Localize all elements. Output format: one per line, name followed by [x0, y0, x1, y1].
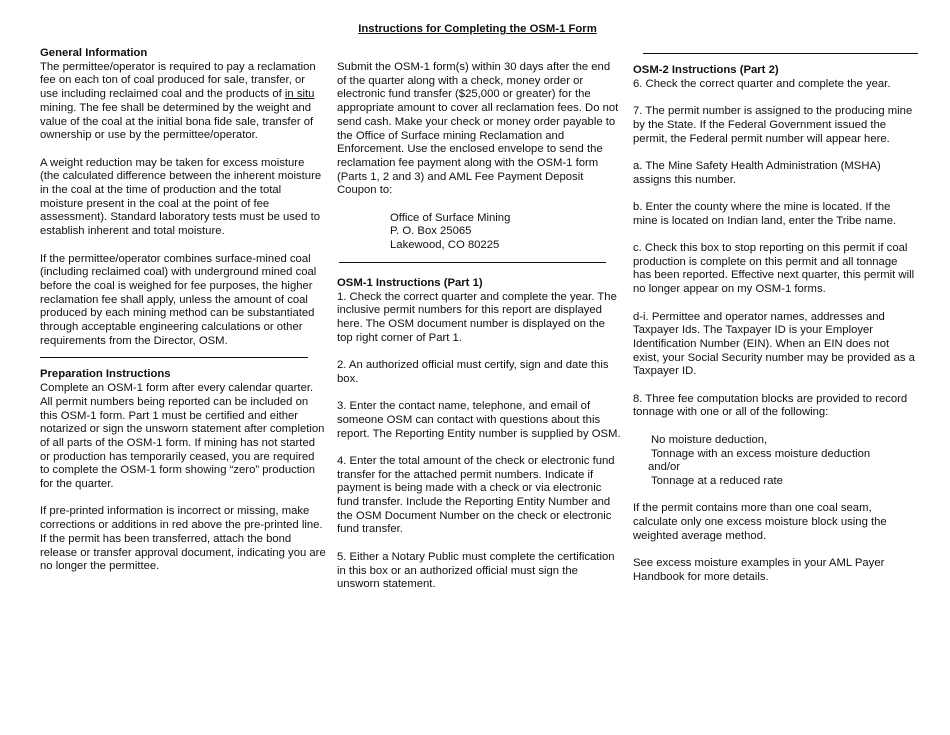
part2-item-a: a. The Mine Safety Health Administration (MSHA) assigns this number.	[633, 159, 881, 186]
list-item: and/or	[648, 461, 681, 474]
preparation-paragraph-2: If pre-printed information is incorrect or missing, make corrections or additions in red above the pre-printed line. If the permit has been transferred, attach the bond release or transfer approval document, indicating you are no longer the permittee.	[40, 505, 326, 573]
general-paragraph-3: If the permittee/operator combines surface-mined coal (including reclaimed coal) with underground mined coal before the coal is weighed for fee purposes, the higher reclamation fee shall apply, unless the amount of coal produced by each mining method can be substantiated through acceptable engineering calculations or other requirements from the Director, OSM.	[40, 252, 317, 347]
preparation-instructions-heading: Preparation Instructions	[40, 368, 171, 381]
part2-heading: OSM-2 Instructions (Part 2)	[633, 64, 779, 76]
part2-item-d-i: d-i. Permittee and operator names, addresses and Taxpayer Ids. The Taxpayer ID is your Employer Identification Number (EIN). When an EIN does not exist, your Social Security number may be provided as a Taxpayer ID.	[633, 310, 915, 378]
part2-item-6: 6. Check the correct quarter and complete the year.	[633, 77, 891, 90]
part2-item-8: 8. Three fee computation blocks are provided to record tonnage with one or all of the following:	[633, 392, 908, 419]
section-divider	[339, 262, 606, 263]
part2-item-c: c. Check this box to stop reporting on this permit if coal production is complete on this permit and all tonnage has been reported. Effective next quarter, this permit will no longer appear on my OSM-1 forms.	[633, 242, 915, 296]
preparation-paragraph-1: Complete an OSM-1 form after every calendar quarter. All permit numbers being reported can be included on this OSM-1 form. Part 1 must be certified and either notarized or sign the unsworn statement after completion of all parts of the OSM-1 form. If mining has not started or production has temporarily ceased, you are required to complete the OSM-1 form showing “zero” production for the quarter.	[40, 382, 325, 491]
list-item: No moisture deduction,	[651, 433, 768, 446]
list-item: Tonnage at a reduced rate	[651, 474, 783, 487]
coal-seam-paragraph: If the permit contains more than one coal seam, calculate only one excess moisture block using the weighted average method.	[633, 502, 887, 542]
general-paragraph-2: A weight reduction may be taken for excess moisture (the calculated difference between the inherent moisture in the coal at the time of production and the total moisture present in the coal at the point of fee assessment). Standard laboratory tests must be used to establish inherent and total moisture.	[40, 156, 322, 238]
address-line-2: P. O. Box 25065	[390, 225, 472, 238]
general-p1-text-b: mining. The fee shall be determined by the weight and value of the coal at the initial bona fide sale, transfer of ownership or use by the permittee/operator.	[40, 101, 314, 142]
general-paragraph-1	[40, 61, 326, 143]
part1-item-1: 1. Check the correct quarter and complete the year. The inclusive permit numbers for this report are displayed here. The OSM document number is displayed on the top right corner of Part 1.	[337, 290, 617, 344]
column-left	[40, 47, 326, 574]
part1-item-2: 2. An authorized official must certify, sign and date this box.	[337, 359, 609, 385]
part1-item-5: 5. Either a Notary Public must complete the certification in this box or an authorized official must sign the unsworn statement.	[337, 550, 615, 591]
column-right	[633, 47, 915, 585]
part1-item-3: 3. Enter the contact name, telephone, and email of someone OSM can contact with questions about this report. The Reporting Entity number is supplied by OSM.	[337, 400, 621, 440]
address-line-1: Office of Surface Mining	[390, 211, 511, 224]
general-information-heading: General Information	[40, 47, 148, 59]
general-p1-text-a: The permittee/operator is required to pay a reclamation fee on each ton of coal produced for sale, transfer, or use including reclaimed coal and the products of	[40, 60, 316, 101]
section-divider	[40, 357, 308, 358]
in-situ-text: in situ	[284, 88, 315, 101]
list-item: Tonnage with an excess moisture deduction	[651, 447, 871, 460]
mailing-address	[337, 212, 622, 253]
part1-heading: OSM-1 Instructions (Part 1)	[337, 276, 483, 289]
part2-item-b: b. Enter the county where the mine is located. If the mine is located on Indian land, enter the Tribe name.	[633, 200, 897, 227]
part1-item-4: 4. Enter the total amount of the check or electronic fund transfer for the attached permit numbers. Indicate if payment is being made with a check or via electronic fund transfer. Include the Reporting Entity Number and the OSM Document Number on the check or electronic fund transfer.	[337, 454, 615, 536]
column-middle	[337, 61, 622, 592]
section-divider	[643, 53, 918, 54]
part2-item-7: 7. The permit number is assigned to the producing mine by the State. If the Federal Government issued the permit, the Federal permit number will appear here.	[633, 105, 913, 145]
handbook-paragraph: See excess moisture examples in your AML Payer Handbook for more details.	[633, 557, 885, 583]
page-title: Instructions for Completing the OSM-1 Form	[358, 23, 597, 35]
tonnage-options-list	[633, 434, 915, 489]
submit-paragraph: Submit the OSM-1 form(s) within 30 days after the end of the quarter along with a check, money order or electronic fund transfer ($25,000 or greater) for the appropriate amount to cover all reclamation fees. Do not send cash. Make your check or money order payable to the Office of Surface mining Reclamation and Enforcement. Use the enclosed envelope to send the reclamation fee payment along with the OSM-1 form (Parts 1, 2 and 3) and AML Fee Payment Deposit Coupon to:	[337, 61, 619, 197]
address-line-3: Lakewood, CO 80225	[390, 239, 500, 252]
